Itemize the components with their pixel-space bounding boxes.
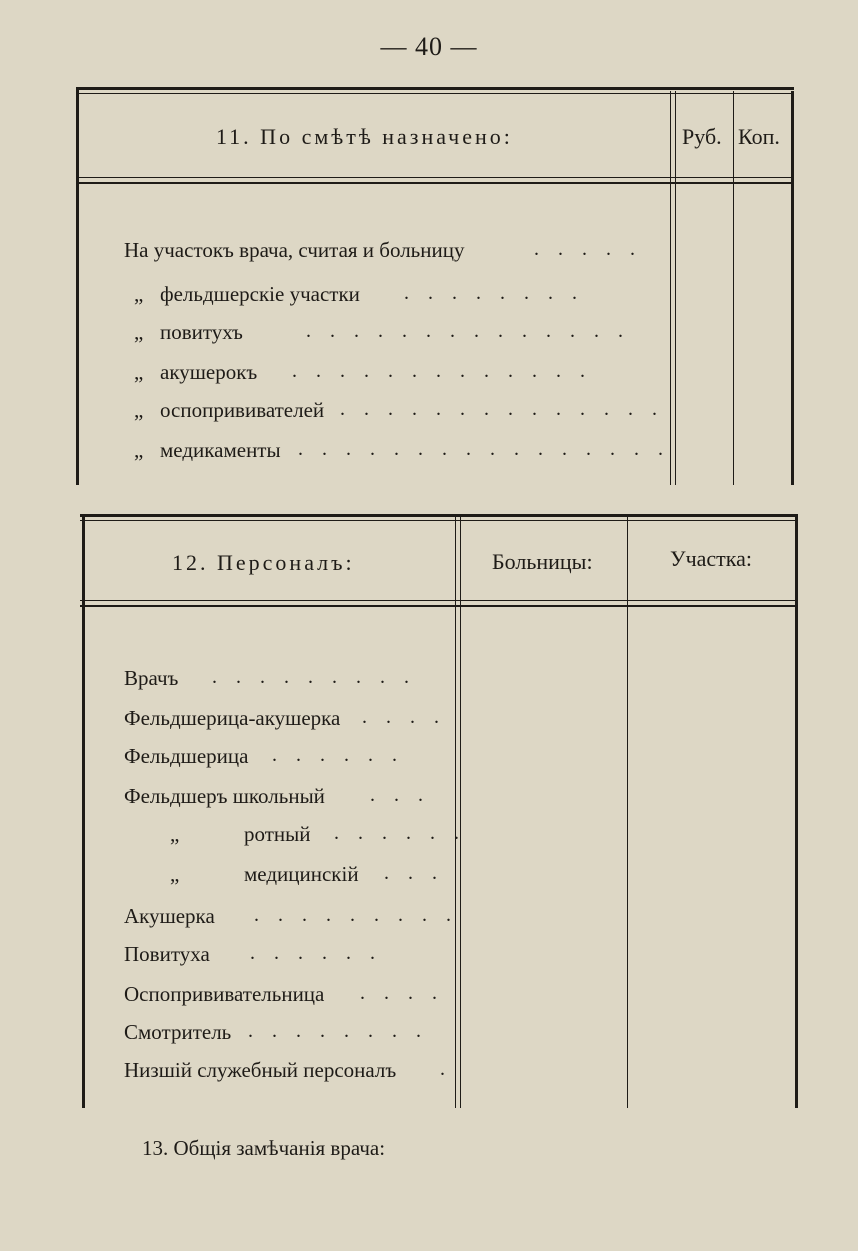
section-12-title: 12. Персоналъ:: [172, 550, 355, 575]
table-rule: [82, 514, 85, 1108]
row-label: акушерокъ: [160, 360, 258, 384]
leader-dots: . . . . . . . . . . . . . . . .: [298, 438, 670, 460]
page-number: — 40 —: [380, 32, 478, 61]
table-rule: [80, 600, 798, 601]
column-header-district: Участка:: [670, 546, 753, 571]
ditto-mark: „: [134, 282, 144, 306]
section-11-title: 11. По смѣтѣ назначено:: [216, 124, 513, 149]
column-header-rub: Руб.: [682, 124, 722, 149]
row-label: Повитуха: [124, 942, 210, 966]
leader-dots: . . . . . .: [334, 822, 466, 844]
row-label: Фельдшерица-акушерка: [124, 706, 341, 730]
table-rule: [455, 517, 456, 1108]
ditto-mark: „: [134, 360, 144, 384]
row-label: медицинскій: [244, 862, 359, 886]
table-rule: [627, 517, 628, 1108]
table-rule: [733, 91, 734, 485]
leader-dots: . . .: [384, 862, 444, 884]
leader-dots: . . . . . . . . . . . . . .: [340, 398, 664, 420]
table-rule: [76, 177, 794, 178]
table-rule: [675, 91, 676, 485]
table-rule: [670, 91, 671, 485]
row-label: фельдшерскіе участки: [160, 282, 360, 306]
row-label: повитухъ: [160, 320, 243, 344]
ditto-mark: „: [170, 822, 180, 846]
leader-dots: . . . . . . . . .: [254, 904, 458, 926]
leader-dots: . . . . . . . . . . . . . .: [306, 320, 630, 342]
leader-dots: . . . . .: [534, 238, 642, 260]
leader-dots: . . . . . . . . .: [212, 666, 416, 688]
row-label: Фельдшерица: [124, 744, 249, 768]
column-header-kop: Коп.: [738, 124, 780, 149]
leader-dots: . . . .: [362, 706, 446, 728]
column-header-hospital: Больницы:: [492, 549, 593, 574]
table-rule: [795, 514, 798, 1108]
ditto-mark: „: [134, 398, 144, 422]
table-rule: [80, 514, 798, 517]
leader-dots: . . . .: [360, 982, 444, 1004]
row-label: медикаменты: [160, 438, 281, 462]
ditto-mark: „: [134, 438, 144, 462]
row-label: Оспопрививательница: [124, 982, 325, 1006]
table-rule: [76, 87, 79, 485]
row-label: ротный: [244, 822, 311, 846]
row-label: Низшій служебный персоналъ: [124, 1058, 397, 1082]
ditto-mark: „: [134, 320, 144, 344]
row-label: оспопрививателей: [160, 398, 325, 422]
row-label: Акушерка: [124, 904, 215, 928]
table-rule: [76, 87, 794, 90]
leader-dots: . . . . . . . .: [248, 1020, 428, 1042]
leader-dots: . . . . . .: [272, 744, 404, 766]
ditto-mark: „: [170, 862, 180, 886]
leader-dots: . . . . . . . . . . . . .: [292, 360, 592, 382]
section-13-title: 13. Общія замѣчанія врача:: [142, 1136, 386, 1160]
leader-dots: .: [440, 1058, 452, 1080]
row-label: Фельдшеръ школьный: [124, 784, 325, 808]
leader-dots: . . .: [370, 784, 430, 806]
table-rule: [76, 93, 794, 94]
row-label: На участокъ врача, считая и больницу: [124, 238, 465, 262]
leader-dots: . . . . . . . .: [404, 282, 584, 304]
table-rule: [80, 605, 798, 607]
table-rule: [791, 91, 794, 485]
table-rule: [76, 182, 794, 184]
leader-dots: . . . . . .: [250, 942, 382, 964]
table-rule: [80, 520, 798, 521]
table-rule: [460, 517, 461, 1108]
row-label: Врачъ: [124, 666, 179, 690]
row-label: Смотритель: [124, 1020, 232, 1044]
